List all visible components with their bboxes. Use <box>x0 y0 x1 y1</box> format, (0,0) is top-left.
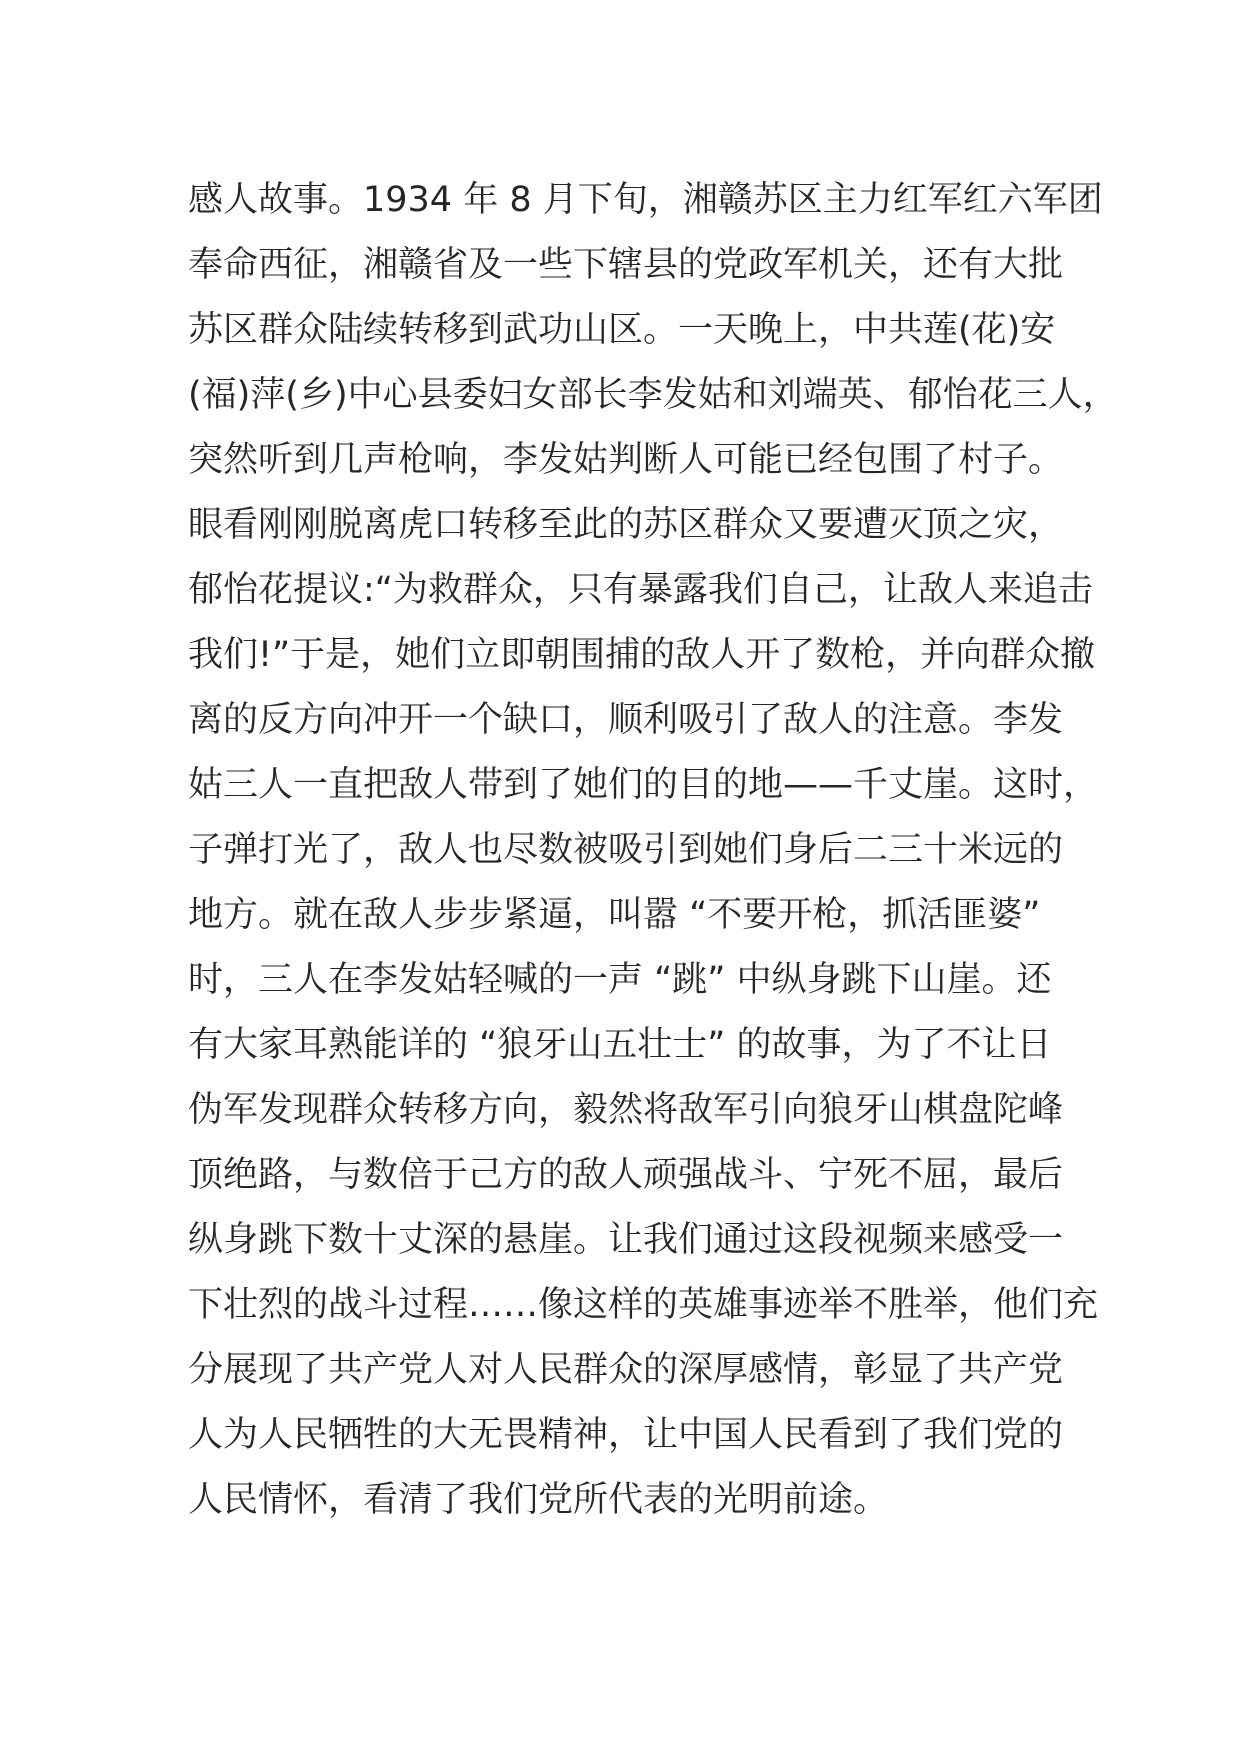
text-line-12: 地方。就在敌人步步紧逼，叫嚣 “不要开枪，抓活匪婆” <box>188 895 1041 935</box>
text-line-2: 奉命西征，湘赣省及一些下辖县的党政军机关，还有大批 <box>188 245 1064 285</box>
text-line-7: 郁怡花提议:“为救群众，只有暴露我们自己，让敌人来追击 <box>188 570 1093 610</box>
text-line-3: 苏区群众陆续转移到武功山区。一天晚上，中共莲(花)安 <box>188 310 1056 350</box>
text-line-17: 纵身跳下数十丈深的悬崖。让我们通过这段视频来感受一 <box>188 1220 1064 1260</box>
text-line-18: 下壮烈的战斗过程……像这样的英雄事迹举不胜举，他们充 <box>188 1285 1099 1325</box>
text-line-19: 分展现了共产党人对人民群众的深厚感情，彰显了共产党 <box>188 1350 1064 1390</box>
text-line-6: 眼看刚刚脱离虎口转移至此的苏区群众又要遭灭顶之灾， <box>188 505 1064 545</box>
text-line-1: 感人故事。1934 年 8 月下旬，湘赣苏区主力红军红六军团 <box>188 180 1103 220</box>
text-line-4: (福)萍(乡)中心县委妇女部长李发姑和刘端英、郁怡花三人， <box>188 375 1118 415</box>
body-paragraph <box>188 172 1118 1537</box>
text-line-15: 伪军发现群众转移方向，毅然将敌军引向狼牙山棋盘陀峰 <box>188 1090 1064 1130</box>
text-line-21: 人民情怀，看清了我们党所代表的光明前途。 <box>188 1480 889 1520</box>
text-line-11: 子弹打光了，敌人也尽数被吸引到她们身后二三十米远的 <box>188 830 1064 870</box>
text-line-16: 顶绝路，与数倍于己方的敌人顽强战斗、宁死不屈，最后 <box>188 1155 1064 1195</box>
text-line-13: 时，三人在李发姑轻喊的一声 “跳” 中纵身跳下山崖。还 <box>188 960 1052 1000</box>
text-line-14: 有大家耳熟能详的 “狼牙山五壮士” 的故事，为了不让日 <box>188 1025 1052 1065</box>
text-line-5: 突然听到几声枪响，李发姑判断人可能已经包围了村子。 <box>188 440 1064 480</box>
text-line-20: 人为人民牺牲的大无畏精神，让中国人民看到了我们党的 <box>188 1415 1064 1455</box>
text-line-9: 离的反方向冲开一个缺口，顺利吸引了敌人的注意。李发 <box>188 700 1064 740</box>
text-line-10: 姑三人一直把敌人带到了她们的目的地——千丈崖。这时， <box>188 765 1099 805</box>
text-line-8: 我们!”于是，她们立即朝围捕的敌人开了数枪，并向群众撤 <box>188 635 1096 675</box>
